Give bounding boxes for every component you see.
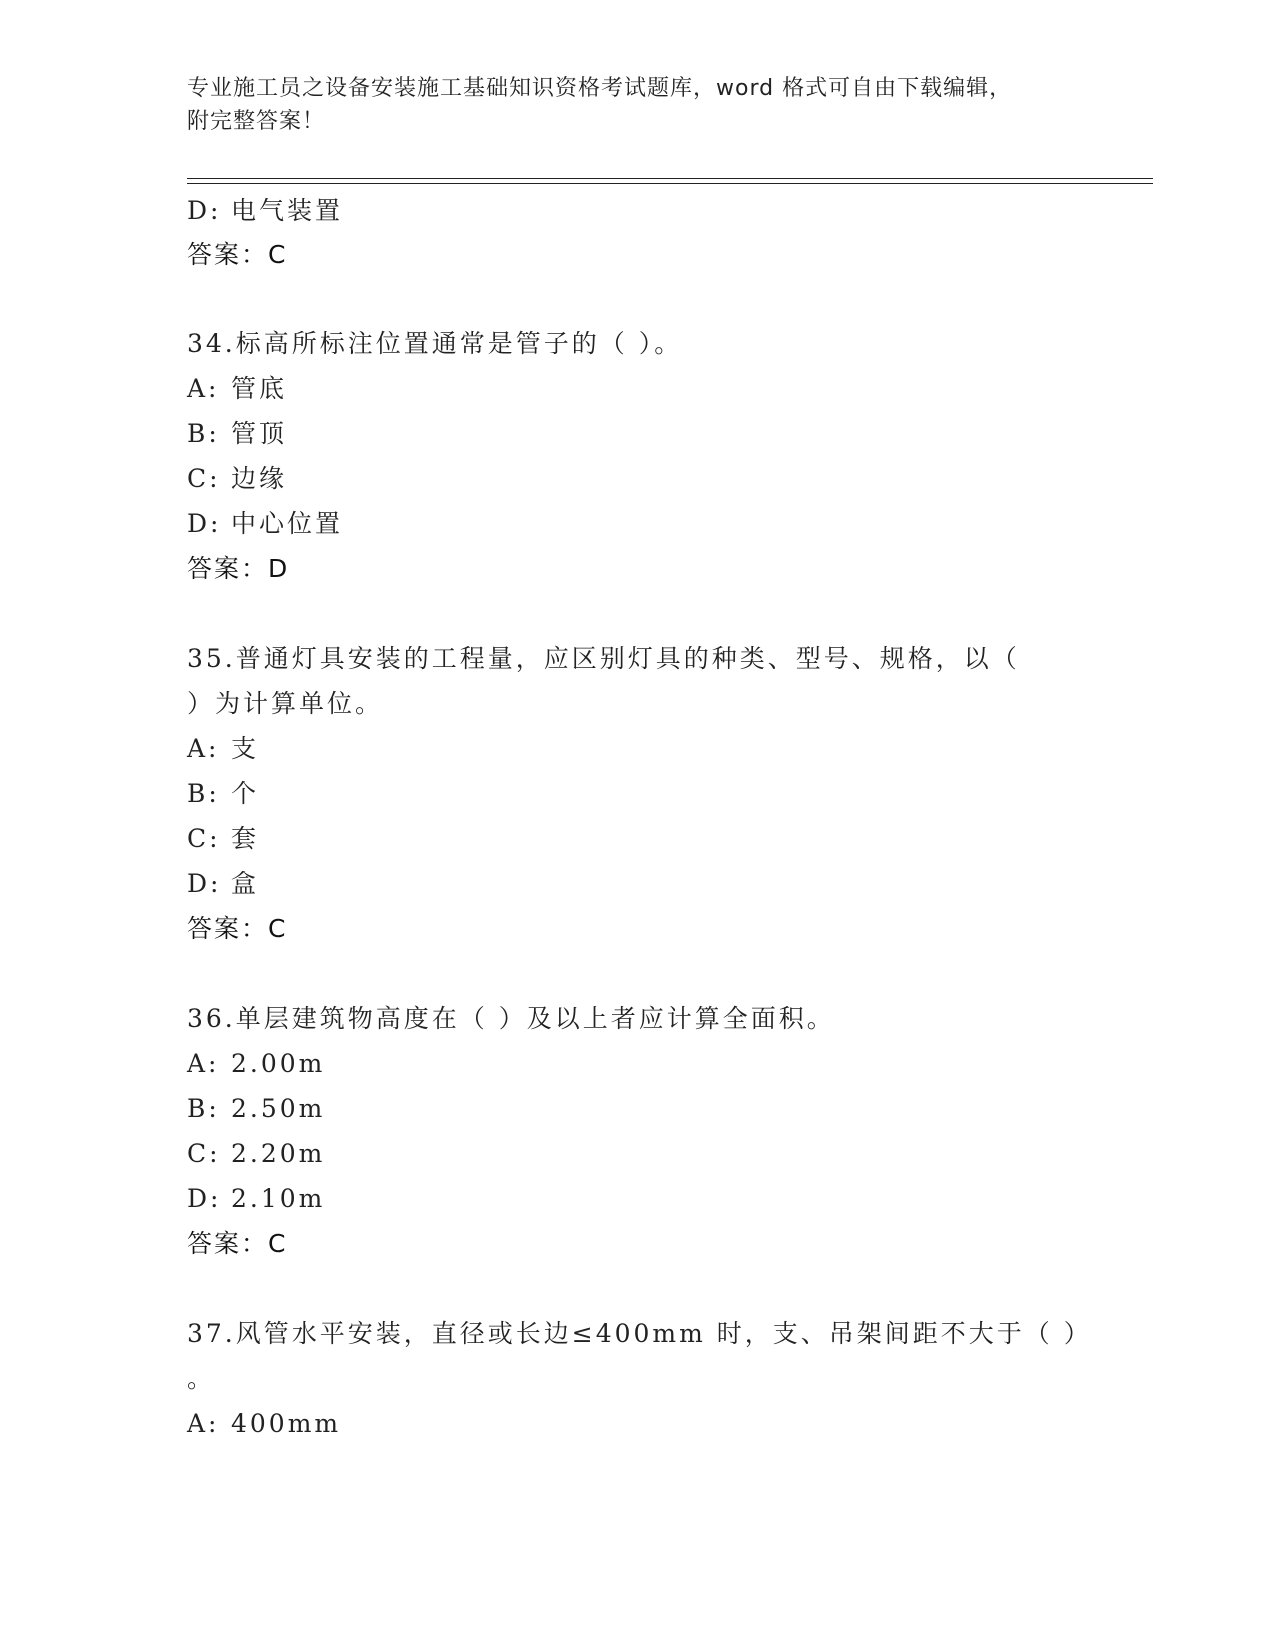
- option-label: B:: [187, 779, 220, 808]
- q34-answer: 答案：D: [187, 554, 290, 583]
- option-text: 电气装置: [231, 196, 344, 225]
- q34-option-c: [187, 463, 287, 495]
- option-text: 中心位置: [231, 509, 344, 538]
- q36-option-c: [187, 1138, 325, 1170]
- q37-option-a: [187, 1408, 341, 1440]
- q36-option-a: [187, 1048, 325, 1080]
- option-text: 管顶: [231, 419, 288, 448]
- q35-option-c: [187, 823, 259, 855]
- option-label: A:: [187, 734, 220, 763]
- q34-option-b: [187, 418, 287, 450]
- option-text: 套: [231, 824, 260, 853]
- option-label: D:: [187, 509, 222, 538]
- option-text: 2.10m: [231, 1184, 326, 1213]
- option-label: C:: [187, 824, 221, 853]
- q35-option-b: [187, 778, 259, 810]
- q35-answer: 答案：C: [187, 914, 288, 943]
- option-text: 管底: [231, 374, 288, 403]
- q36-stem: 36.单层建筑物高度在（ ）及以上者应计算全面积。: [187, 1004, 835, 1033]
- option-text: 2.20m: [231, 1139, 326, 1168]
- prev-option-d: [187, 195, 343, 227]
- option-label: C:: [187, 464, 221, 493]
- option-label: D:: [187, 1184, 222, 1213]
- header-line-2: 附完整答案！: [187, 109, 326, 134]
- q35-stem-line-2: ）为计算单位。: [187, 689, 384, 718]
- option-label: B:: [187, 419, 220, 448]
- option-label: A:: [187, 374, 220, 403]
- q36-option-d: [187, 1183, 325, 1215]
- option-text: 400mm: [231, 1409, 342, 1438]
- option-text: 边缘: [231, 464, 288, 493]
- option-text: 2.00m: [231, 1049, 326, 1078]
- q37-stem-line-2: 。: [187, 1364, 216, 1393]
- option-text: 支: [231, 734, 260, 763]
- q35-option-a: [187, 733, 259, 765]
- q35-stem-line-1: 35.普通灯具安装的工程量，应区别灯具的种类、型号、规格，以（: [187, 644, 1020, 673]
- option-text: 个: [231, 779, 260, 808]
- header-divider-bottom: [187, 183, 1153, 184]
- option-text: 盒: [231, 869, 260, 898]
- q36-option-b: [187, 1093, 325, 1125]
- q34-option-a: [187, 373, 287, 405]
- q34-stem: 34.标高所标注位置通常是管子的（ ）。: [187, 329, 683, 358]
- document-header: [187, 72, 1087, 138]
- q37-stem-line-1: 37.风管水平安装，直径或长边≤400mm 时，支、吊架间距不大于（ ）: [187, 1319, 1092, 1348]
- header-divider-top: [187, 178, 1153, 179]
- header-line-1: 专业施工员之设备安装施工基础知识资格考试题库，word 格式可自由下载编辑，: [187, 76, 1013, 101]
- option-label: D:: [187, 196, 222, 225]
- q36-answer: 答案：C: [187, 1229, 288, 1258]
- option-text: 2.50m: [231, 1094, 326, 1123]
- q35-option-d: [187, 868, 259, 900]
- option-label: A:: [187, 1409, 220, 1438]
- prev-answer: 答案：C: [187, 240, 288, 269]
- option-label: D:: [187, 869, 222, 898]
- option-label: A:: [187, 1049, 220, 1078]
- option-label: B:: [187, 1094, 220, 1123]
- q34-option-d: [187, 508, 343, 540]
- option-label: C:: [187, 1139, 221, 1168]
